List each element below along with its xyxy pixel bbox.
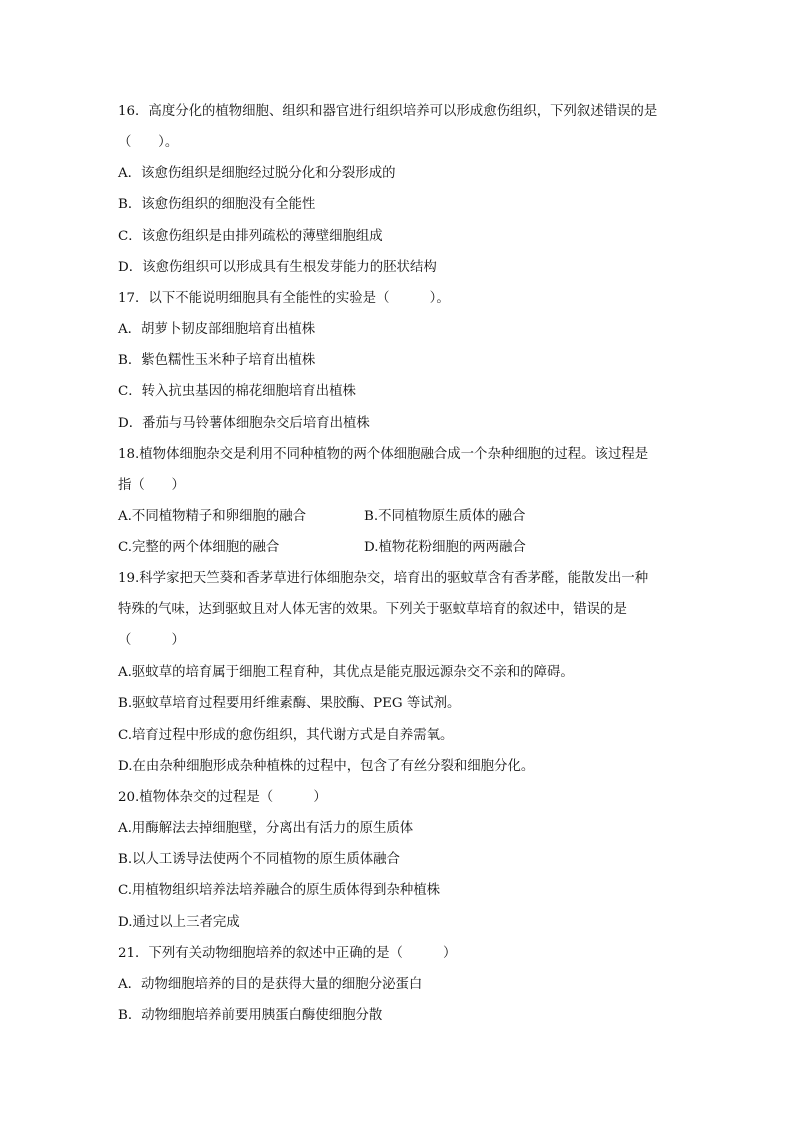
q17-option-b: B．紫色糯性玉米种子培育出植株 [118, 353, 316, 368]
q17-stem: 17．以下不能说明细胞具有全能性的实验是（ ）。 [118, 291, 450, 306]
q18-option-a: A.不同植物精子和卵细胞的融合 [118, 509, 307, 524]
q19-option-a: A.驱蚊草的培育属于细胞工程育种，其优点是能克服远源杂交不亲和的障碍。 [118, 665, 574, 680]
q16-option-c: C．该愈伤组织是由排列疏松的薄壁细胞组成 [118, 229, 383, 244]
q19-option-d: D.在由杂种细胞形成杂种植株的过程中，包含了有丝分裂和细胞分化。 [118, 759, 535, 774]
q19-option-c: C.培育过程中形成的愈伤组织，其代谢方式是自养需氧。 [118, 728, 454, 743]
q19-stem-line-3: （ ） [118, 633, 185, 648]
q18-option-b: B.不同植物原生质体的融合 [364, 509, 526, 524]
q18-stem-line-2: 指（ ） [118, 478, 185, 493]
q16-stem-line-2: （ ）。 [118, 135, 179, 150]
q20-option-d: D.通过以上三者完成 [118, 915, 240, 930]
q17-option-c: C．转入抗虫基因的棉花细胞培育出植株 [118, 384, 356, 399]
q17-option-d: D．番茄与马铃薯体细胞杂交后培育出植株 [118, 416, 370, 431]
q19-stem-line-2: 特殊的气味，达到驱蚊且对人体无害的效果。下列关于驱蚊草培育的叙述中，错误的是 [118, 602, 627, 617]
q19-stem-line-1: 19.科学家把天竺葵和香茅草进行体细胞杂交，培育出的驱蚊草含有香茅醛，能散发出一种 [118, 571, 649, 586]
q20-option-c: C.用植物组织培养法培养融合的原生质体得到杂种植株 [118, 883, 441, 898]
q16-option-a: A．该愈伤组织是细胞经过脱分化和分裂形成的 [118, 166, 396, 181]
q19-option-b: B.驱蚊草培育过程要用纤维素酶、果胶酶、PEG 等试剂。 [118, 696, 461, 711]
q16-option-b: B．该愈伤组织的细胞没有全能性 [118, 197, 316, 212]
q20-option-a: A.用酶解法去掉细胞壁，分离出有活力的原生质体 [118, 821, 414, 836]
q20-stem: 20.植物体杂交的过程是（ ） [118, 790, 327, 805]
q18-option-c: C.完整的两个体细胞的融合 [118, 540, 280, 555]
q16-option-d: D．该愈伤组织可以形成具有生根发芽能力的胚状结构 [118, 260, 437, 275]
q18-option-d: D.植物花粉细胞的两两融合 [364, 540, 526, 555]
q21-stem: 21．下列有关动物细胞培养的叙述中正确的是（ ） [118, 946, 457, 961]
q16-stem-line-1: 16．高度分化的植物细胞、组织和器官进行组织培养可以形成愈伤组织，下列叙述错误的是 [118, 104, 658, 119]
q17-option-a: A．胡萝卜韧皮部细胞培育出植株 [118, 322, 316, 337]
q18-stem-line-1: 18.植物体细胞杂交是利用不同种植物的两个体细胞融合成一个杂种细胞的过程。该过程是 [118, 447, 649, 462]
q21-option-a: A．动物细胞培养的目的是获得大量的细胞分泌蛋白 [118, 977, 423, 992]
q21-option-b: B．动物细胞培养前要用胰蛋白酶使细胞分散 [118, 1008, 383, 1023]
q20-option-b: B.以人工诱导法使两个不同植物的原生质体融合 [118, 852, 400, 867]
